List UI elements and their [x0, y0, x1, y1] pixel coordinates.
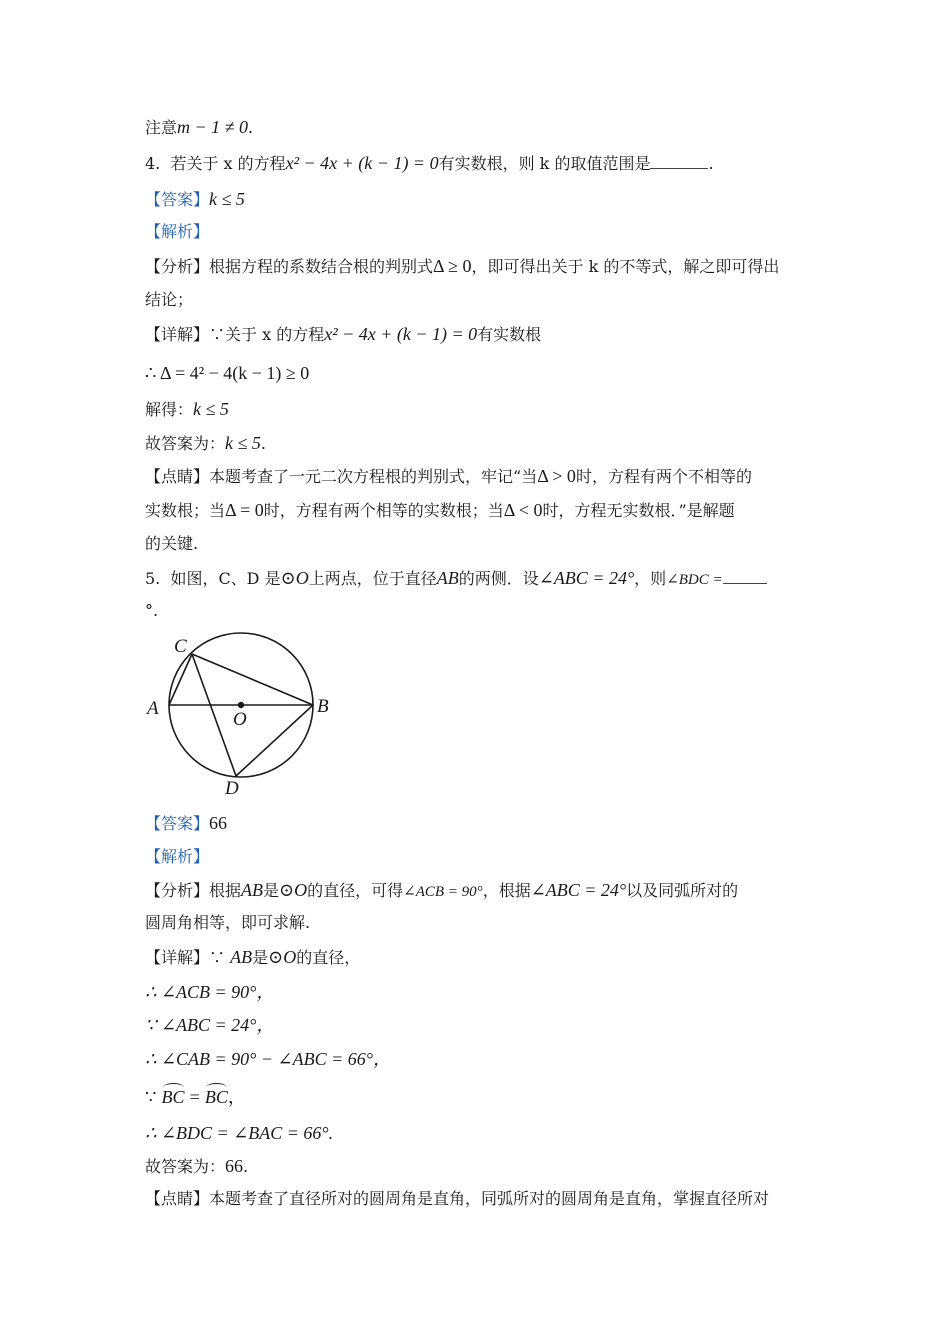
q5-fenxi-line-2: [145, 912, 310, 934]
circle-symbol: ⊙O: [268, 947, 297, 967]
question-5-line-2: [145, 600, 158, 622]
q5-analysis-line: [145, 846, 209, 868]
circle-diagram: [140, 625, 340, 800]
question-text: ，则: [634, 569, 667, 588]
angle-formula: ∠ACB = 90°: [403, 884, 483, 900]
q5-step-5: [145, 1122, 333, 1145]
dianjing-formula: Δ = 0: [225, 500, 264, 520]
fenxi-text: 的直径，可得: [307, 881, 404, 900]
fenxi-text: 以及同弧所对的: [626, 881, 739, 900]
fenxi-tag: 【分析】: [145, 257, 210, 276]
fenxi-text: ，即可得出关于 k 的不等式，解之即可得出: [471, 257, 780, 276]
q5-dianjing-line: [145, 1188, 769, 1210]
guda-period: .: [243, 1157, 249, 1176]
q4-fenxi-line-2: [145, 289, 193, 311]
q5-xiangjie-line: [145, 946, 360, 969]
label-d: D: [225, 778, 239, 799]
question-number: 5.: [145, 569, 161, 588]
guda-period: .: [260, 434, 266, 453]
q4-guda-line: [145, 432, 266, 455]
fenxi-text: 是: [263, 881, 280, 900]
step-formula: ∴ ∠CAB = 90° − ∠ABC = 66°，: [145, 1049, 391, 1069]
angle-formula: ∠ABC = 24°: [530, 880, 627, 900]
xiangjie-tag: 【详解】: [145, 325, 210, 344]
q4-answer-line: [145, 188, 245, 211]
question-text: 上两点，位于直径: [308, 569, 437, 588]
label-o: O: [233, 709, 247, 730]
angle-formula: ∠BDC =: [666, 572, 723, 588]
question-text: 若关于 x 的方程: [170, 154, 286, 173]
xiangjie-text: 是: [252, 948, 269, 967]
q5-step-3: [145, 1048, 391, 1071]
arc-bc: BC: [161, 1087, 185, 1107]
center-point: [238, 702, 244, 708]
jiede-text: 解得：: [145, 400, 194, 419]
question-text: 如图，C、D 是: [170, 569, 281, 588]
step-formula: ∵ ∠ABC = 24°，: [145, 1015, 275, 1035]
step-formula: ∴ ∠BDC = ∠BAC = 66°.: [145, 1123, 334, 1143]
dianjing-text: 时，方程有两个相等的实数根；当: [263, 501, 504, 520]
question-5: [145, 567, 767, 591]
dianjing-formula: Δ > 0: [537, 466, 576, 486]
circle-symbol: ⊙O: [279, 880, 308, 900]
xiangjie-text: 的直径，: [296, 948, 361, 967]
note-line: [145, 116, 253, 139]
answer-value: 66: [209, 813, 228, 833]
guda-text: 故答案为：: [145, 434, 226, 453]
equation: x² − 4x + (k − 1) = 0: [324, 324, 478, 344]
dianjing-text: 的关键.: [145, 534, 199, 553]
q4-dianjing-line-3: [145, 533, 198, 555]
guda-formula: k ≤ 5: [225, 433, 261, 453]
guda-text: 故答案为：: [145, 1157, 226, 1176]
dianjing-formula: Δ < 0: [503, 500, 543, 520]
q4-jiede-line: [145, 398, 229, 421]
segment-db: [236, 705, 313, 776]
fenxi-text: 圆周角相等，即可求解.: [145, 913, 311, 932]
dianjing-text: 本题考查了直径所对的圆周角是直角，同弧所对的圆周角是直角，掌握直径所对: [209, 1189, 770, 1208]
answer-blank: [723, 567, 767, 584]
analysis-tag: 【解析】: [145, 847, 210, 866]
dianjing-text: 本题考查了一元二次方程根的判别式，牢记“当: [209, 467, 538, 486]
angle-formula: ∠ABC = 24°: [538, 568, 635, 588]
answer-blank: [650, 152, 708, 169]
q4-delta-line: [145, 362, 309, 385]
q4-dianjing-line: [145, 465, 752, 488]
segment-ca: [169, 654, 192, 705]
label-b: B: [317, 696, 329, 717]
question-period: .: [708, 154, 714, 173]
dianjing-tag: 【点睛】: [145, 1189, 210, 1208]
dianjing-text: 时，方程无实数根．”是解题: [542, 501, 735, 520]
jiede-formula: k ≤ 5: [193, 399, 229, 419]
question-text: 有实数根，则 k 的取值范围是: [438, 154, 651, 173]
segment-cb: [192, 654, 313, 705]
dianjing-text: 时，方程有两个不相等的: [575, 467, 752, 486]
because-symbol: ∵: [209, 948, 226, 967]
q5-fenxi-line: [145, 879, 738, 903]
q4-xiangjie-line: [145, 323, 541, 346]
q4-analysis-line: [145, 221, 209, 243]
segment-cd: [192, 654, 236, 776]
q5-step-1: [145, 981, 274, 1004]
q5-answer-line: [145, 812, 227, 835]
xiangjie-tag: 【详解】: [145, 948, 210, 967]
dianjing-tag: 【点睛】: [145, 467, 210, 486]
q4-dianjing-line-2: [145, 499, 735, 522]
fenxi-text: 根据方程的系数结合根的判别式: [209, 257, 434, 276]
analysis-tag: 【解析】: [145, 222, 210, 241]
delta-formula: ∴ Δ = 4² − 4(k − 1) ≥ 0: [145, 363, 310, 383]
question-number: 4.: [145, 154, 161, 173]
equals-sign: =: [189, 1087, 200, 1107]
segment-label: AB: [241, 880, 264, 900]
step-formula: ∴ ∠ACB = 90°，: [145, 982, 275, 1002]
q4-fenxi-line: [145, 255, 779, 278]
because-symbol: ∵: [145, 1087, 157, 1107]
dianjing-text: 实数根；当: [145, 501, 226, 520]
note-period: .: [248, 118, 254, 137]
fenxi-tag: 【分析】: [145, 881, 210, 900]
fenxi-text: 根据: [209, 881, 242, 900]
q5-step-4: [145, 1086, 246, 1109]
segment-label: AB: [230, 947, 253, 967]
xiangjie-text: 有实数根: [477, 325, 542, 344]
arc-bc: BC: [204, 1087, 228, 1107]
equation: x² − 4x + (k − 1) = 0: [285, 153, 439, 173]
degree-suffix: °.: [145, 601, 159, 620]
question-text: 的两侧．设: [458, 569, 539, 588]
note-text: 注意: [145, 118, 178, 137]
fenxi-text: ，根据: [482, 881, 531, 900]
comma: ，: [227, 1087, 246, 1107]
note-formula: m − 1 ≠ 0: [177, 117, 249, 137]
answer-value: k ≤ 5: [209, 189, 245, 209]
question-4: [145, 152, 714, 175]
guda-value: 66: [225, 1156, 244, 1176]
label-c: C: [174, 636, 187, 657]
q5-guda-line: [145, 1155, 248, 1178]
q5-step-2: [145, 1014, 274, 1037]
fenxi-formula: Δ ≥ 0: [433, 256, 472, 276]
segment-label: AB: [436, 568, 459, 588]
xiangjie-text: ∵关于 x 的方程: [209, 325, 325, 344]
fenxi-text: 结论；: [145, 290, 194, 309]
answer-tag: 【答案】: [145, 814, 210, 833]
circle-symbol: ⊙O: [280, 568, 309, 588]
label-a: A: [147, 698, 159, 719]
answer-tag: 【答案】: [145, 190, 210, 209]
